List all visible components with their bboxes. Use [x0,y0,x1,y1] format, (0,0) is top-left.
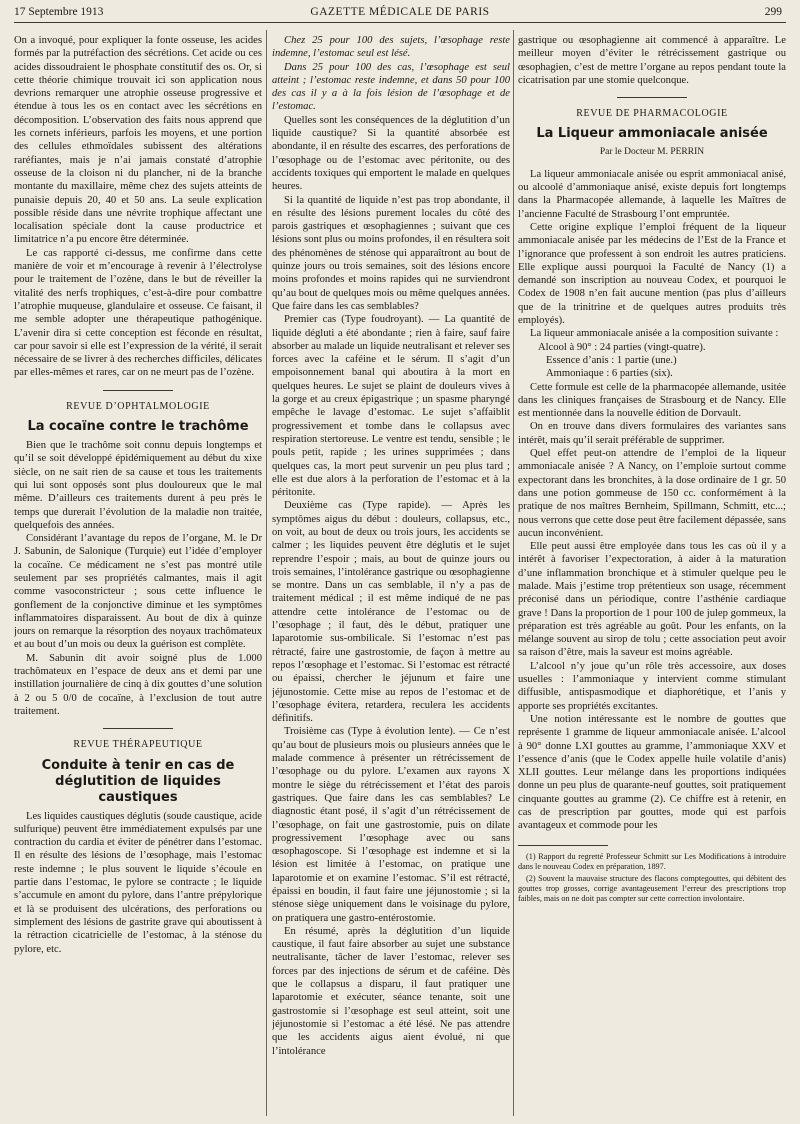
paragraph: Le cas rapporté ci-dessus, me confirme dans cette manière de voir et m’encourage à revenir à l’électrolyse pour le traitement de l’ozène, dans le but de réveiller la vitalité des nerfs trophiques, c’est-à-dire pour combattre l’atrophie muqueuse, glandulaire et osseuse. Ce faisant, il me semble adopter une thérapeutique pathogénique. L’avenir dira si cette conception est féconde en résultat, car pour savoir si elle est l’expression de la vérité, il serait nécessaire de se livrer à des recherches difficiles, délicates par elles-mêmes et rares, car on ne meurt pas de l’ozène. [14,247,262,379]
column-middle [272,34,510,1118]
paragraph: Cette formule est celle de la pharmacopée allemande, usitée dans les cliniques françaises de Strasbourg et de Nancy. Elle est mentionnée dans la nouvelle édition de Dorvault. [518,381,786,420]
paragraph: Troisième cas (Type à évolution lente). — Ce n’est qu’au bout de plusieurs mois ou plusieurs années que le malade commence à présenter un rétrécissement de l’œsophage ou du pylore. L’examen aux rayons X montre le siège du rétrécissement et l’état des parois gastriques. Que faire dans les cas semblables? Le diagnostic étant posé, il s’agit d’un rétrécissement de l’œsophage, on fait une gastrostomie, puis on dilate progressivement l’œsophage avec ou sans œsophagoscope. Si l’œsophage est indemne et si la lésion est limitée à l’estomac, on pratique une laparotomie et on examine l’estomac. S’il est rétracté, épaissi en boudin, il faut faire une jéjunostomie ; si la sténose siège uniquement dans le voisinage du pylore, on pratiquera une gastro-entérostomie. [272,726,510,924]
formula-line: Alcool à 90° : 24 parties (vingt-quatre). [538,341,706,353]
paragraph-italic: Chez 25 pour 100 des sujets, l’œsophage reste indemne, l’estomac seul est lésé. [272,35,510,60]
column-rule-left [266,30,267,1116]
paragraph: Quel effet peut-on attendre de l’emploi de la liqueur ammoniacale anisée ? A Nancy, on l’emploie surtout comme expectorant dans les bronchites, à la dose ordinaire de 1 gr. 50 dans une potion gommeuse de 150 cc. conformément à la pratique de nos maîtres Bernheim, Spillmann, Schmitt, etc...; nous verrons que cette dose peut être facilement dépassée, sans aucun inconvénient. [518,448,786,539]
section-divider [103,728,173,729]
paragraph: Considérant l’avantage du repos de l’organe, M. le Dr J. Sabunin, de Salonique (Turquie) eut l’idée d’employer la cocaïne. Ce médicament ne s’est pas montré utile seulement par ses propriétés calmantes, mais il agit comme vasoconstricteur ; sous cette influence le gonflement de la conjonctive diminue et les symptômes inflammatoires disparaissent. Au bout de dix à quinze jours on remarque la résorption des noyaux trachômateux et au bout d’un mois ou deux la guérison est complète. [14,533,262,651]
column-rule-right [513,30,514,1116]
paragraph: Elle peut aussi être employée dans tous les cas où il y a intérêt à favoriser l’expectoration, à aider à la maturation d’une inflammation bronchique et à stimuler quelque peu le malade. Mais j’estime trop prétentieux son usage, récemment préconisé dans un périodique, contre l’asthénie cardiaque grave ! Dans la proportion de 1 pour 100 de julep gommeux, la préparation est très agréable au goût. Pour les enfants, on la mélange souvent au sirop de tolu ; cette association peut avoir sa raison d’être, mais la saveur est moins agréable. [518,541,786,659]
section-divider [103,390,173,391]
paragraph: Les liquides caustiques déglutis (soude caustique, acide sulfurique) peuvent être immédiatement expulsés par une contraction du cardia et éviter de pénétrer dans l’estomac. Il en résulte des lésions de l’œsophage, mais l’estomac reste indemne ; le plus souvent le liquide s’écoule en partie dans l’estomac, le pylore se contracte ; le liquide s’accumule en amont du pylore, dans l’antre prépylorique et là se produisent des ulcérations, des perforations ou simplement des lésions de gastrite grave qui aboutissent à la rétraction cicatricielle de l’estomac, à la sténose du pylore, etc. [14,810,262,955]
paragraph-italic: Dans 25 pour 100 des cas, l’œsophage est seul atteint ; l’estomac reste indemne, et dans 50 pour 100 des cas il y a à la fois lésion de l’œsophage et de l’estomac. [272,61,510,113]
paragraph: En résumé, après la déglutition d’un liquide caustique, il faut faire absorber au sujet une substance neutralisante, tâcher de laver l’estomac, relever ses forces par des injections de sérum et de caféine. Dès que le collapsus a disparu, il faut pratiquer une laparotomie et exécuter, séance tenante, soit une gastrostomie si l’œsophage est seul atteint, soit une jéjunostomie si l’estomac a été lésé. Ne pas attendre que les accidents aigus aient évolué, ni que l’intolérance [272,925,510,1057]
header-page-number: 299 [764,6,782,18]
article-title-liqueur: La Liqueur ammoniacale anisée [536,126,768,142]
paragraph: La liqueur ammoniacale anisée a la composition suivante : [530,328,779,340]
formula-line: Ammoniaque : 6 parties (six). [546,368,673,380]
paragraph: Une notion intéressante est le nombre de gouttes que représente 1 gramme de liqueur ammoniacale anisée. L’alcool à 90° donne LXI gouttes au gramme, l’ammoniaque XXV et l’essence d’anis (que le Codex appelle huile volatile d’anis) XLII gouttes. Leur mélange dans les proportions indiquées donne un peu plus de quarante-neuf gouttes, soit pratiquement cinquante gouttes au gramme (2). Ce chiffre est à retenir, en cas de prescription par gouttes, mode qui est parfois avantageux et commode pour les [518,713,786,832]
paragraph: Deuxième cas (Type rapide). — Après les symptômes aigus du début : douleurs, collapsus, etc., on voit, au bout de deux ou trois jours, les accidents se calmer ; les liquides peuvent être déglutis et le sujet reprendre l’espoir ; mais, au bout de quinze jours ou trois semaines, l’intolérance gastrique ou œsophagienne se montre. Dans un cas semblable, il n’y a pas de traitement médical ; il est même indiqué de ne pas attendre cette intolérance de l’estomac ou de l’œsophage ; il faut, dès le début, pratiquer une laparotomie sus-ombilicale. Si l’estomac n’est pas rétracté, faire une gastrostomie, de façon à mettre au repos l’œsophage et l’estomac. Si l’estomac est rétracté ou épaissi, chercher le jéjunum et faire une jéjunostomie. Cette mise au repos de l’estomac et de l’œsophage évitera, retardera, reculera les accidents définitifs. [272,500,510,725]
paragraph: Cette origine explique l’emploi fréquent de la liqueur ammoniacale anisée par les médecins de l’Est de la France et l’ignorance que professent à son endroit les autres praticiens. Elle explique aussi pourquoi la Faculté de Nancy (1) a demandé son inscription au nouveau Codex, et pourquoi le Codex de 1908 n’en fait aucune mention (pas plus d’ailleurs que de la trinitrine et de quelques autres produits très employés). [518,221,786,327]
section-divider [617,97,687,98]
paragraph: gastrique ou œsophagienne ait commencé à apparaître. Le meilleur moyen d’éviter le rétrécissement gastrique ou œsophagien, c’est de mettre l’organe au repos pendant toute la cicatrisation par une stomie quelconque. [518,35,786,86]
section-heading-therapeutique: REVUE THÉRAPEUTIQUE [73,739,203,751]
article-title-caustiques: Conduite à tenir en cas de déglutition de liquides caustiques [41,757,235,805]
article-byline: Par le Docteur M. PERRIN [599,147,705,158]
column-right [518,34,786,1118]
section-heading-pharmacologie: REVUE DE PHARMACOLOGIE [576,108,728,120]
section-heading-ophtalmologie: REVUE D’OPHTALMOLOGIE [66,400,210,412]
column-left [14,34,262,1118]
formula-line: Essence d’anis : 1 partie (une.) [546,354,677,366]
page-header [14,4,786,23]
footnote: (2) Souvent la mauvaise structure des flacons comptegouttes, qui débitent des gouttes trop grosses, corrige avantageusement l’erreur des prescriptions trop faibles, mais on ne doit pas compter sur cette correction involontaire. [518,873,786,903]
footnote: (1) Rapport du regretté Professeur Schmitt sur Les Modifications à introduire dans le nouveau Codex en préparation, 1897. [518,851,786,871]
article-title-cocaine: La cocaïne contre le trachôme [27,419,249,435]
paragraph: La liqueur ammoniacale anisée ou esprit ammoniacal anisé, ou alcoolé d’ammoniaque anisé, existe depuis fort longtemps dans la Pharmacopée allemande, à laquelle les Maîtres de l’ancienne Faculté de Strasbourg l’ont empruntée. [518,168,786,220]
paragraph: Si la quantité de liquide n’est pas trop abondante, il en résulte des lésions purement locales du côté des parois gastriques et œsophagiennes ; suivant que ces lésions sont plus ou moins profondes, il en résultera soit des phénomènes de sténose qui apparaîtront au bout de quinze jours ou trois semaines, soit des lésions encore moins profondes et moins rapides qui ne surviendront qu’au bout de quelques mois ou même quelques années. Que faire dans les cas semblables? [272,194,510,312]
paragraph: On en trouve dans divers formulaires des variantes sans intérêt, mais qu’il serait préférable de supprimer. [518,421,786,446]
paragraph: Quelles sont les conséquences de la déglutition d’un liquide caustique? Si la quantité absorbée est abondante, il en résulte des escarres, des perforations de l’œsophage ou de l’estomac avec péritonite, ou des accidents toxiques qui emportent le malade en quelques heures. [272,114,510,193]
paragraph: Bien que le trachôme soit connu depuis longtemps et qu’il se soit développé épidémiquement au début du xixe siècle, on ne sait rien de sa cause et tous les traitements qui lui sont opposés sont plus douloureux que le mal même. D’ailleurs ces traitements durent à peu près le temps que durerait l’évolution de la maladie non traitée, quelquefois des années. [14,440,262,531]
paragraph: Premier cas (Type foudroyant). — La quantité de liquide dégluti a été abondante ; rien à faire, sauf faire absorber au malade un liquide neutralisant et relever ses forces avec la caféine et le sérum. Il s’agit d’un empoisonnement banal qui aboutira à la mort en quelques heures. Le sujet se plaint de douleurs vives à la gorge et au creux épigastrique ; un spasme pharyngé empêche le lavage d’estomac. Le sujet s’affaiblit progressivement et tombe dans le collapsus avec respiration stertoreuse. Le ventre est tendu, sensible ; le pouls petit, rapide ; les urines supprimées ; dans quelques cas, la mort peut survenir un peu plus tard ; elle est due alors à la perforation de l’estomac et à la péritonite. [272,314,510,499]
paragraph: On a invoqué, pour expliquer la fonte osseuse, les acides formés par la putréfaction des sécrétions. Cet acide ou ces acides dissoudraient le phosphate constitutif des os. Or, si cette théorie chimique trouvait ici son application nous devrions remarquer une atrophie osseuse progressive et étendue à tous les os en contact avec les sécrétions en décomposition. L’observation des faits nous apprend que les cornets inférieurs, parfois les moyens, et une portion des cellules ethmoïdales subissent des altérations raréfiantes, mais je n’ai jamais constaté d’atrophie osseuse de la cloison ni du plancher, ni de la branche montante du maxillaire, même chez des sujets atteints de punaisie depuis 20, 40 et 50 ans. La seule explication possible réside dans une névrite trophique affectant une localisation spéciale dont la cause productrice et limitatrice n’a pu encore être déterminée. [14,35,262,246]
footnote-divider [518,845,608,846]
header-date: 17 Septembre 1913 [14,6,104,18]
paragraph: M. Sabunin dit avoir soigné plus de 1.000 trachômateux en l’espace de deux ans et demi par une instillation journalière de cinq à dix gouttes d’une solution à 2 ou 5 0/0 de cocaïne, à l’exclusion de tout autre traitement. [14,652,262,717]
paragraph: L’alcool n’y joue qu’un rôle très accessoire, aux doses usuelles : l’ammoniaque y intervient comme stimulant diffusible, antispasmodique et diaphorétique, et l’anis y apporte ses propriétés excitantes. [518,660,786,712]
header-journal-title: GAZETTE MÉDICALE DE PARIS [310,6,490,18]
